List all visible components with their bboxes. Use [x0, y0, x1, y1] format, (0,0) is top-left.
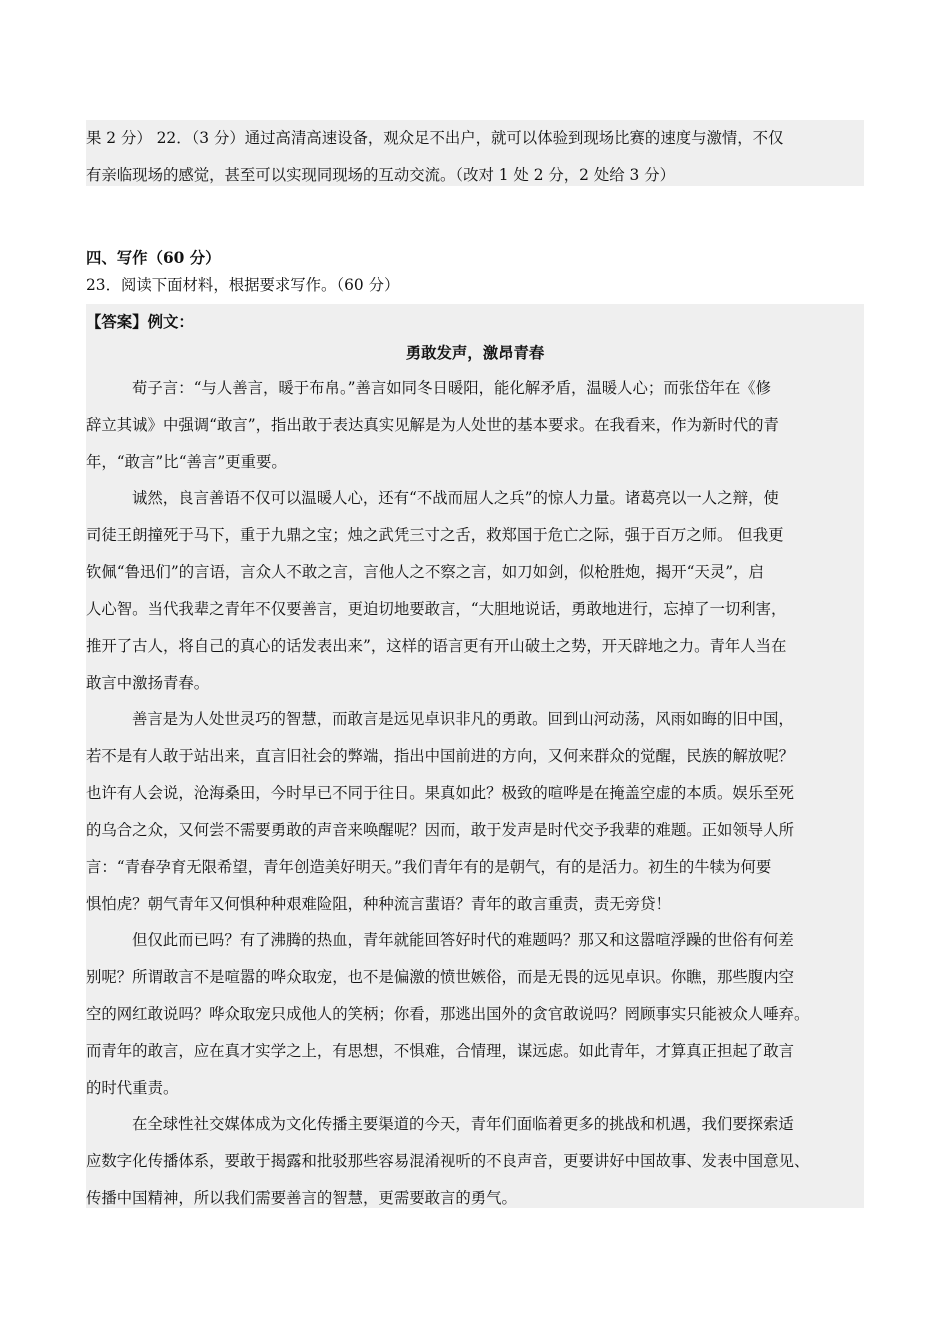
essay-line: 的时代重责。: [86, 1079, 179, 1097]
question-text: 23．阅读下面材料，根据要求写作。（60 分）: [86, 276, 400, 294]
essay-line: 荀子言：“与人善言，暖于布帛。”善言如同冬日暖阳，能化解矛盾，温暖人心；而张岱年在《修: [132, 379, 772, 397]
essay-line: 也许有人会说，沧海桑田，今时早已不同于往日。果真如此？极致的喧哗是在掩盖空虚的本质。娱乐至死: [86, 784, 794, 802]
essay-line: 别呢？所谓敢言不是喧嚣的哗众取宠，也不是偏激的愤世嫉俗，而是无畏的远见卓识。你瞧，那些腹内空: [86, 968, 794, 986]
essay-line: 传播中国精神，所以我们需要善言的智慧，更需要敢言的勇气。: [86, 1189, 517, 1207]
essay-line: 言：“青春孕育无限希望，青年创造美好明天。”我们青年有的是朝气，有的是活力。初生的牛犊为何要: [86, 858, 772, 876]
essay-line: 司徒王朗撞死于马下，重于九鼎之宝；烛之武凭三寸之舌，救郑国于危亡之际，强于百万之师。 但我更: [86, 526, 784, 544]
essay-line: 而青年的敢言，应在真才实学之上，有思想，不惧难，合情理，谋远虑。如此青年，才算真正担起了敢言: [86, 1042, 794, 1060]
answer-line: 果 2 分） 22．（3 分）通过高清高速设备，观众足不出户，就可以体验到现场比赛的速度与激情，不仅: [86, 129, 784, 147]
essay-line: 钦佩“鲁迅们”的言语，言众人不敢之言，言他人之不察之言，如刀如剑，似枪胜炮，揭开“天灵”，启: [86, 563, 764, 581]
essay-line: 若不是有人敢于站出来，直言旧社会的弊端，指出中国前进的方向，又何来群众的觉醒，民族的解放呢？: [86, 747, 794, 765]
essay-line: 辞立其诚》中强调“敢言”，指出敢于表达真实见解是为人处世的基本要求。在我看来，作为新时代的青: [86, 416, 779, 434]
essay-line: 惧怕虎？朝气青年又何惧种种艰难险阻，种种流言蜚语？青年的敢言重责，责无旁贷！: [86, 895, 671, 913]
essay-line: 人心智。当代我辈之青年不仅要善言，更迫切地要敢言，“大胆地说话，勇敢地进行，忘掉了一切利害，: [86, 600, 787, 618]
essay-line: 的乌合之众，又何尝不需要勇敢的声音来唤醒呢？因而，敢于发声是时代交予我辈的难题。正如领导人所: [86, 821, 794, 839]
essay-line: 年，“敢言”比“善言”更重要。: [86, 453, 287, 471]
essay-title: 勇敢发声，激昂青春: [405, 344, 545, 362]
essay-line: 应数字化传播体系，要敢于揭露和批驳那些容易混淆视听的不良声音，更要讲好中国故事、发表中国意见、: [86, 1152, 810, 1170]
answer-label: 【答案】例文：: [86, 313, 194, 331]
essay-line: 敢言中激扬青春。: [86, 674, 210, 692]
essay-line: 诚然，良言善语不仅可以温暖人心，还有“不战而屈人之兵”的惊人力量。诸葛亮以一人之辩，使: [132, 489, 779, 507]
essay-line: 善言是为人处世灵巧的智慧，而敢言是远见卓识非凡的勇敢。回到山河动荡，风雨如晦的旧中国，: [132, 710, 794, 728]
section-heading: 四、写作（60 分）: [86, 249, 221, 267]
essay-line: 推开了古人，将自己的真心的话发表出来”，这样的语言更有开山破土之势，开天辟地之力。青年人当在: [86, 637, 787, 655]
essay-line: 在全球性社交媒体成为文化传播主要渠道的今天，青年们面临着更多的挑战和机遇，我们要探索适: [132, 1115, 794, 1133]
essay-line: 但仅此而已吗？有了沸腾的热血，青年就能回答好时代的难题吗？那又和这嚣喧浮躁的世俗有何差: [132, 931, 794, 949]
answer-line: 有亲临现场的感觉，甚至可以实现同现场的互动交流。（改对 1 处 2 分，2 处给 3 分）: [86, 166, 675, 184]
essay-line: 空的网红敢说吗？哗众取宠只成他人的笑柄；你看，那逃出国外的贪官敢说吗？罔顾事实只能被众人唾弃。: [86, 1005, 810, 1023]
